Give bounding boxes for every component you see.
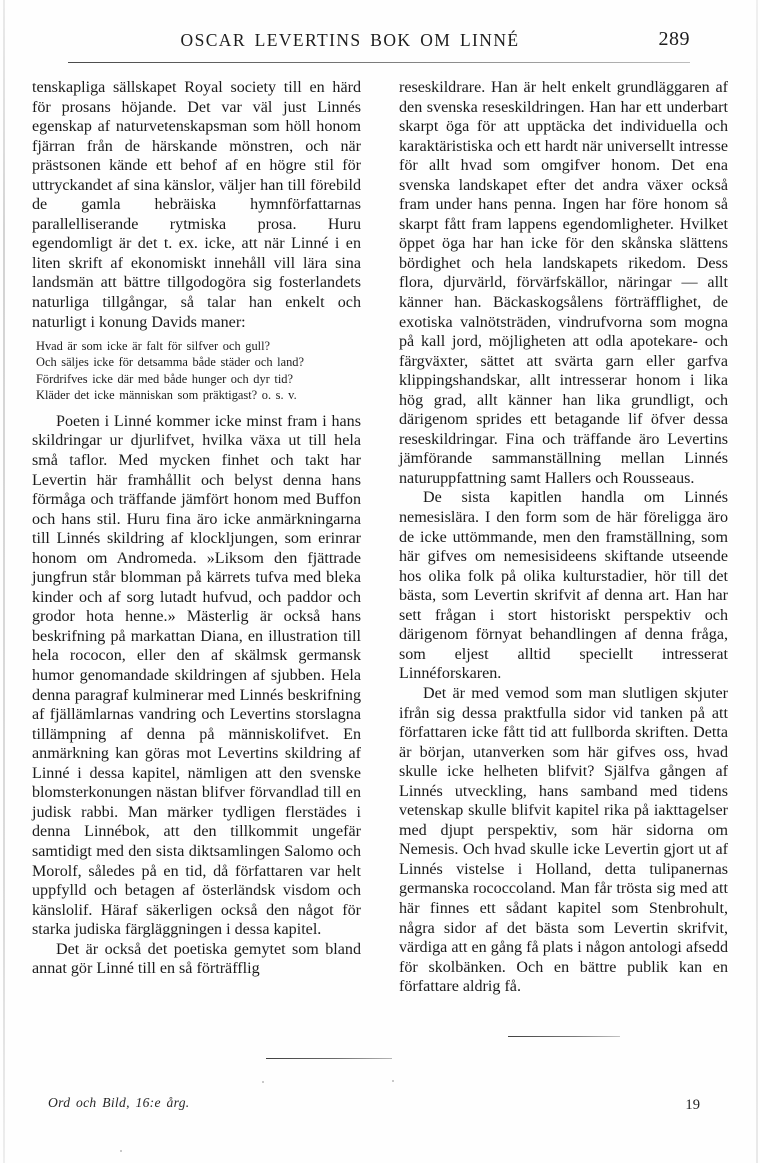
scan-speck xyxy=(392,1080,394,1082)
signature-mark: 19 xyxy=(685,1097,700,1113)
footnote-rule xyxy=(266,1058,392,1059)
paragraph: tenskapliga sällskapet Royal society till en härd för prosans höjande. Det var väl just Linnés egenskap af naturvetenskapsman som höll honom fjärran från de härskande mönstren, och när prästsonen kände ett behof af en högre stil för uttryckandet af sina känslor, väljer han till förebild de gamla hebräiska hymnförfattarnas parallelliserande rytmiska prosa. Huru egendomligt är det t. ex. icke, att när Linné i en liten skrift af ekonomiskt innehåll vill lära sina landsmän att bättre tillgodogöra sig fosterlandets naturliga tillgångar, så talar han enkelt och naturligt i konung Davids maner: xyxy=(32,79,361,331)
verse-line: Fördrifves icke där med både hunger och dyr tid? xyxy=(36,371,293,386)
scan-speck xyxy=(120,1150,122,1152)
paragraph: De sista kapitlen handla om Linnés nemesislära. I den form som de här föreligga äro de icke uttömmande, men den framställning, som här gifves om nemesisideens skiftande utseende hos olika folk på olika kulturstadier, hör till det bästa, som Levertin skrifvit af denna art. Han har sett frågan i stort historiskt perspektiv och därigenom förnyat behandlingen af denna fråga, som eljest alltid speciellt intresserat Linnéforskaren. xyxy=(399,489,728,683)
scan-edge-left xyxy=(3,0,5,1163)
running-head-title: OSCAR LEVERTINS BOK OM LINNÉ xyxy=(180,30,520,50)
paragraph: Det är också det poetiska gemytet som bland annat gör Linné till en så förträfflig xyxy=(32,940,361,978)
scan-edge-right xyxy=(756,0,758,1163)
running-head xyxy=(70,30,690,56)
scan-speck xyxy=(262,1081,264,1083)
verse-line: Hvad är som icke är falt för silfver och gull? xyxy=(36,339,271,354)
paragraph: Poeten i Linné kommer icke minst fram i hans skildringar ur djurlifvet, hvilka växa ut till hela små taflor. Med mycken finhet och takt har Levertin här framhållit och belyst denna hans förmåga och träffande jämfört honom med Buffon och hans stil. Huru fina äro icke anmärkningarna till Linnés skildring af klockljungen, som erinrar honom om Andromeda. »Liksom den fjättrade jungfrun står blomman på kärrets tufva med bleka kinder och af sorg lutadt hufvud, och paddor och grodor hota henne.» Mästerlig är också hans beskrifning på markattan Diana, en illustration till hela rococon, eller den af skälmsk germansk humor genomandade skildringen af sjubben. Hela denna paragraf kulminerar med Linnés beskrifning af fjällämlarnas vandring och Levertins storslagna tillämpning af denna på människolifvet. En anmärkning kan göras mot Levertins skildring af Linné i dessa kapitel, nämligen att den svenske blomsterkonungen nästan blifver förvandlad till en judisk rabbi. Man märker tydligen flerstädes i denna Linnébok, att den tillkommit ungefär samtidigt med den sista diktsamlingen Salomo och Morolf, således på en tid, då författaren var helt uppfylld och betagen af österländsk visdom och känslolif. Häraf säkerligen också den något för starka judiska färgläggningen i dessa kapitel. xyxy=(32,412,361,939)
paragraph: Det är med vemod som man slutligen skjuter ifrån sig dessa praktfulla sidor vid tanken på att författaren icke fått tid att fullborda skriften. Detta är början, utanverken som här gifves oss, hvad skulle icke helheten blifvit? Själfva gången af Linnés utveckling, hans samband med tidens vetenskap skulle blifvit kapitel rika på iakttagelser med djupt perspektiv, som här sidorna om Nemesis. Och hvad skulle icke Levertin gjort ut af Linnés vistelse i Holland, detta tulipanernas germanska rococcoland. Man får trösta sig med att här finnes ett sådant kapitel som Stenbrohult, några sidor af det bästa som Levertin skrifvit, värdiga att en gång få plats i någon antologi afsedd för skolbänken. Och en bättre publik kan en författare aldrig få. xyxy=(399,684,728,996)
page-number: 289 xyxy=(658,28,690,50)
footnote-rule-right xyxy=(508,1036,620,1037)
left-column xyxy=(32,78,361,997)
right-column xyxy=(399,78,728,997)
text-columns xyxy=(32,78,728,997)
colophon: Ord och Bild, 16:e årg. xyxy=(48,1095,190,1110)
verse-line: Och säljes icke för detsamma både städer och land? xyxy=(36,355,304,370)
verse-quotation xyxy=(32,338,361,403)
verse-line: Kläder det icke människan som präktigast? o. s. v. xyxy=(36,387,297,402)
header-rule xyxy=(68,62,690,63)
paragraph: reseskildrare. Han är helt enkelt grundläggaren af den svenska reseskildringen. Han har ett underbart skarpt öga för att upptäcka det individuella och karaktäristiska och ett hardt när universellt intresse för allt hvad som omgifver honom. Det ena svenska landskapet efter det andra växer också fram under hans penna. Ingen har före honom så skarpt fått fram lappens egendomligheter. Hvilket öppet öga har han icke för den skånska slättens bördighet och hela landskapets rikedom. Dess flora, djurvärld, förvärfskällor, näringar — allt känner han. Bäckaskogsålens förträfflighet, de exotiska valnötsträden, vindrufvorna som mogna på kall jord, möjligheten att odla apotekare- och färgväxter, sättet att svärta garn eller garfva klippingshandskar, allt intresserar honom i lika hög grad, allt känner han lika grundligt, och därigenom sprides ett betagande lif öfver dessa reseskildringar. Fina och träffande äro Levertins jämförande sammanställning mellan Linnés naturuppfattning samt Hallers och Rousseaus. xyxy=(399,79,728,487)
